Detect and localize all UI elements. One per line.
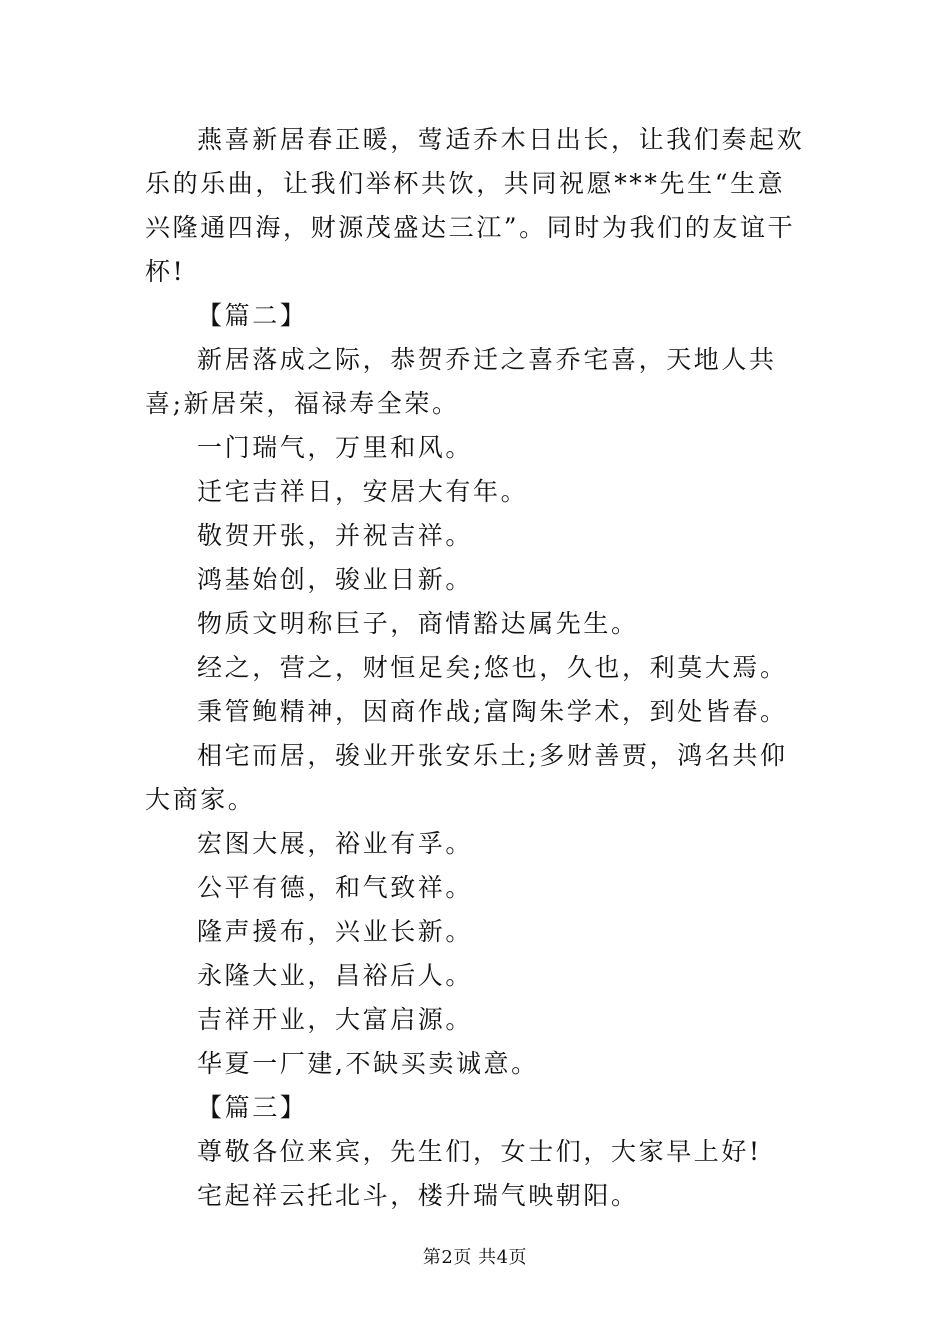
paragraph: 公平有德，和气致祥。 <box>197 873 474 902</box>
paragraph: 华夏一厂建,不缺买卖诚意。 <box>197 1049 539 1078</box>
paragraph: 燕喜新居春正暖，莺适乔木日出长，让我们奏起欢乐的乐曲，让我们举杯共饮，共同祝愿***先生“生意兴隆通四海，财源茂盛达三江”。同时为我们的友谊干杯! <box>145 125 805 286</box>
paragraph: 秉管鲍精神，因商作战;富陶朱学术，到处皆春。 <box>197 697 788 726</box>
paragraph: 宏图大展，裕业有孚。 <box>197 829 474 858</box>
paragraph: 鸿基始创，骏业日新。 <box>197 565 474 594</box>
paragraph: 尊敬各位来宾，先生们，女士们，大家早上好! <box>197 1137 762 1166</box>
paragraph: 一门瑞气，万里和风。 <box>197 433 474 462</box>
document-body <box>145 118 810 1218</box>
section-heading: 【篇二】 <box>197 301 308 330</box>
paragraph: 新居落成之际，恭贺乔迁之喜乔宅喜，天地人共喜;新居荣，福禄寿全荣。 <box>145 345 777 418</box>
paragraph: 迁宅吉祥日，安居大有年。 <box>197 477 529 506</box>
page-number-footer: 第2页 共4页 <box>422 1247 528 1268</box>
paragraph: 永隆大业，昌裕后人。 <box>197 961 474 990</box>
paragraph: 相宅而居，骏业开张安乐土;多财善贾，鸿名共仰大商家。 <box>145 741 788 814</box>
section-heading: 【篇三】 <box>197 1093 308 1122</box>
paragraph: 物质文明称巨子，商情豁达属先生。 <box>197 609 639 638</box>
paragraph: 吉祥开业，大富启源。 <box>197 1005 474 1034</box>
paragraph: 经之，营之，财恒足矣;悠也，久也，利莫大焉。 <box>197 653 788 682</box>
paragraph: 隆声援布，兴业长新。 <box>197 917 474 946</box>
paragraph: 敬贺开张，并祝吉祥。 <box>197 521 474 550</box>
paragraph: 宅起祥云托北斗，楼升瑞气映朝阳。 <box>197 1181 639 1210</box>
